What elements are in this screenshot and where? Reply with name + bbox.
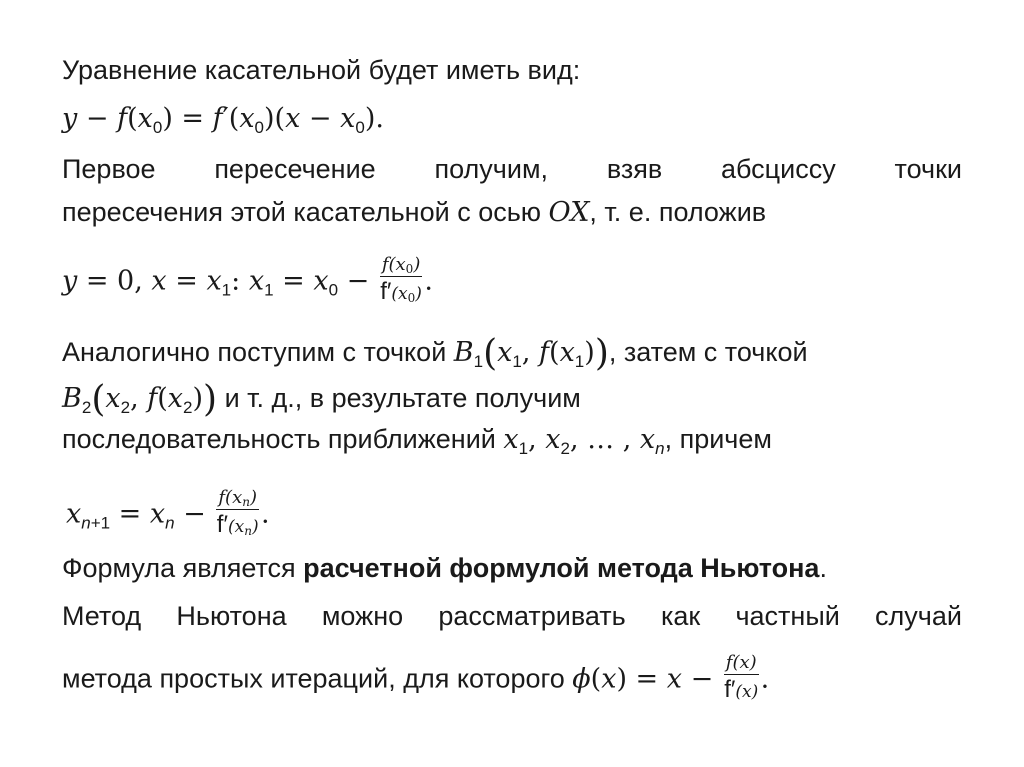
special-case-line-2: метода простых итераций, для которого ϕ(x) = x − $\frac{f(x)}{f'(x)}$ . bbox=[62, 652, 770, 703]
first-intersection-line-2 bbox=[62, 199, 766, 226]
newton-method-statement bbox=[62, 555, 827, 582]
word: Первое bbox=[62, 154, 156, 184]
word: взяв bbox=[606, 154, 663, 184]
text: . bbox=[819, 553, 827, 583]
special-case-line-1 bbox=[62, 603, 962, 630]
word: пересечение bbox=[214, 154, 376, 184]
analogous-line-1: Аналогично поступим с точкой $B_1(x_1$, $f(x_1)$), затем с точкой bbox=[62, 333, 808, 374]
text: , т. е. положив bbox=[589, 197, 767, 227]
word: Метод bbox=[62, 601, 142, 631]
text: , причем bbox=[664, 424, 772, 454]
bold-term: расчетной формулой метода Ньютона bbox=[303, 553, 820, 583]
intro-text: Уравнение касательной будет иметь вид: bbox=[62, 55, 581, 85]
word: частный bbox=[735, 601, 840, 631]
fraction: $\frac{f(x_0)}{f'(x_0)}$ bbox=[380, 254, 422, 305]
word: рассматривать bbox=[438, 601, 626, 631]
fraction: $\frac{f(x_n)}{f'(x_n)}$ bbox=[216, 487, 259, 538]
text: пересечения этой касательной с осью bbox=[62, 197, 549, 227]
text: Формула является bbox=[62, 553, 304, 583]
text: метода простых итераций, для которого bbox=[62, 663, 573, 694]
first-approximation-formula: y = 0, $x = x_1$: $x_1 = x_0$ − $\frac{f(x_0)}{f'(x_0)}$ . bbox=[62, 254, 433, 305]
axis-label: OX bbox=[548, 197, 590, 228]
word: абсциссу bbox=[721, 154, 836, 184]
word: точки bbox=[894, 154, 962, 184]
text: Аналогично поступим с точкой bbox=[62, 337, 454, 367]
word: случай bbox=[875, 601, 962, 631]
word: как bbox=[660, 601, 701, 631]
word: Ньютона bbox=[176, 601, 287, 631]
word: получим, bbox=[434, 154, 549, 184]
intro-line bbox=[62, 57, 580, 84]
newton-formula: $x_{n+1} = x_n$ − $\frac{f(x_n)}{f'(x_n)}$ . bbox=[66, 487, 270, 538]
analogous-line-2: $B_2(x_2$, $f(x_2)$) и т. д., в результате получим bbox=[62, 379, 581, 420]
fraction: $\frac{f(x)}{f'(x)}$ bbox=[724, 652, 759, 703]
analogous-line-3: последовательность приближений $x_1$, $x_2$, … , $x_n$, причем bbox=[62, 424, 772, 458]
text: и т. д., в результате получим bbox=[217, 383, 581, 413]
text: последовательность приближений bbox=[62, 424, 504, 454]
word: можно bbox=[321, 601, 404, 631]
text: , затем с точкой bbox=[608, 337, 808, 367]
tangent-equation: $y - f(x_0) = f'(x_0)(x - x_0)$. bbox=[62, 103, 384, 137]
first-intersection-line-1 bbox=[62, 156, 962, 183]
